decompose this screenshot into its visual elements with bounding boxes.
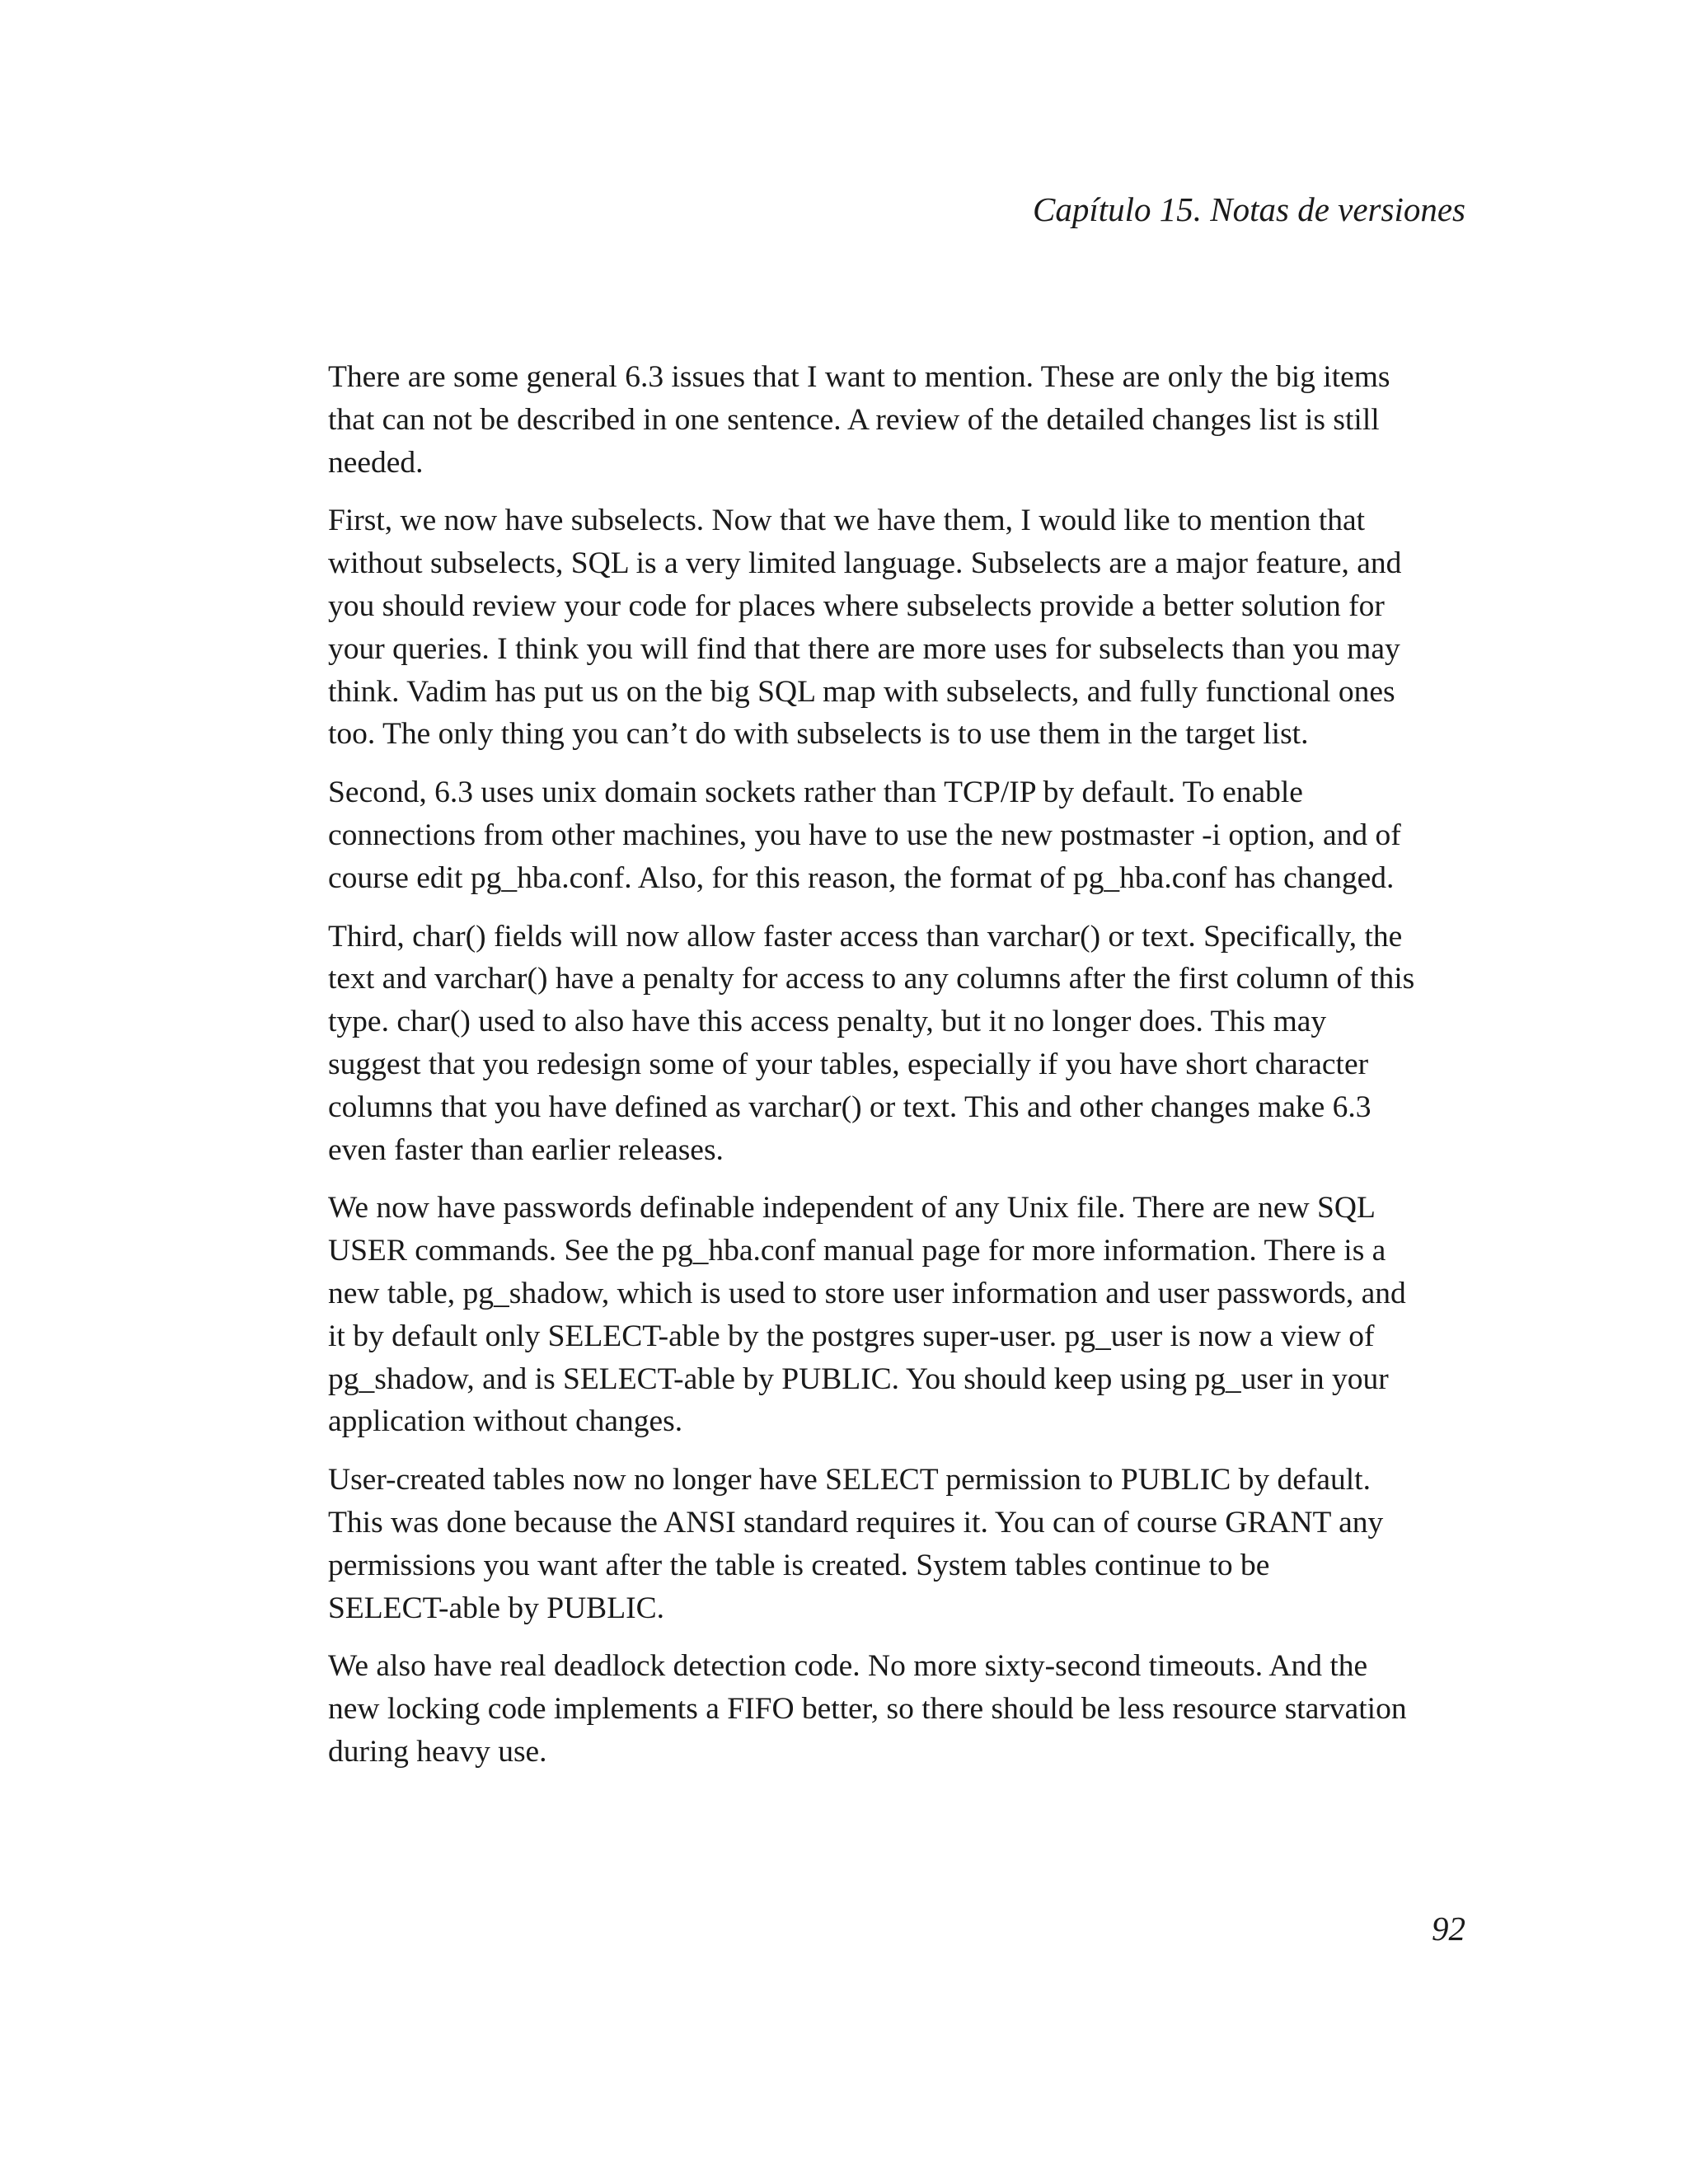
text-line: too. The only thing you can’t do with subselects is to use them in the target list. bbox=[328, 717, 1309, 752]
running-header: Capítulo 15. Notas de versiones bbox=[1032, 190, 1465, 228]
text-line: USER commands. See the pg_hba.conf manual page for more information. There is a bbox=[328, 1234, 1386, 1268]
text-line: during heavy use. bbox=[328, 1734, 547, 1769]
paragraph-deadlock bbox=[328, 1645, 1482, 1773]
paragraph-permissions bbox=[328, 1459, 1482, 1629]
text-line: new locking code implements a FIFO better, so there should be less resource starvation bbox=[328, 1692, 1407, 1727]
text-line: course edit pg_hba.conf. Also, for this reason, the format of pg_hba.conf has changed. bbox=[328, 860, 1395, 895]
paragraph-unix-sockets bbox=[328, 771, 1482, 899]
text-line: Second, 6.3 uses unix domain sockets rather than TCP/IP by default. To enable bbox=[328, 776, 1303, 810]
text-line: your queries. I think you will find that there are more uses for subselects than you may bbox=[328, 631, 1400, 666]
text-line: application without changes. bbox=[328, 1404, 683, 1439]
text-line: We now have passwords definable independent of any Unix file. There are new SQL bbox=[328, 1191, 1376, 1226]
text-line: columns that you have defined as varchar() or text. This and other changes make 6.3 bbox=[328, 1090, 1372, 1124]
text-line: suggest that you redesign some of your tables, especially if you have short character bbox=[328, 1047, 1369, 1081]
text-line: you should review your code for places where subselects provide a better solution for bbox=[328, 588, 1385, 623]
text-line: We also have real deadlock detection code. No more sixty-second timeouts. And the bbox=[328, 1649, 1368, 1684]
text-line: even faster than earlier releases. bbox=[328, 1132, 724, 1167]
text-line: Third, char() fields will now allow faster access than varchar() or text. Specifically, the bbox=[328, 919, 1403, 954]
text-line: think. Vadim has put us on the big SQL map with subselects, and fully functional ones bbox=[328, 674, 1395, 709]
text-line: that can not be described in one sentence. A review of the detailed changes list is still bbox=[328, 402, 1380, 437]
paragraph-general-issues bbox=[328, 356, 1482, 484]
paragraph-subselects bbox=[328, 499, 1482, 756]
text-line: text and varchar() have a penalty for access to any columns after the first column of this bbox=[328, 962, 1415, 996]
text-line: it by default only SELECT-able by the postgres super-user. pg_user is now a view of bbox=[328, 1319, 1375, 1353]
text-line: permissions you want after the table is created. System tables continue to be bbox=[328, 1548, 1270, 1582]
text-line: new table, pg_shadow, which is used to store user information and user passwords, and bbox=[328, 1276, 1406, 1310]
paragraph-passwords bbox=[328, 1187, 1482, 1443]
text-line: type. char() used to also have this access penalty, but it no longer does. This may bbox=[328, 1005, 1327, 1039]
text-line: First, we now have subselects. Now that we have them, I would like to mention that bbox=[328, 504, 1366, 538]
text-line: SELECT-able by PUBLIC. bbox=[328, 1591, 664, 1625]
paragraph-char-fields bbox=[328, 916, 1482, 1172]
text-line: without subselects, SQL is a very limited language. Subselects are a major feature, and bbox=[328, 546, 1402, 581]
text-line: connections from other machines, you have to use the new postmaster -i option, and of bbox=[328, 818, 1401, 852]
body-text bbox=[328, 356, 1482, 1789]
text-line: This was done because the ANSI standard requires it. You can of course GRANT any bbox=[328, 1505, 1384, 1540]
page-number: 92 bbox=[1432, 1910, 1465, 1947]
text-line: User-created tables now no longer have SELECT permission to PUBLIC by default. bbox=[328, 1463, 1371, 1497]
text-line: There are some general 6.3 issues that I want to mention. These are only the big items bbox=[328, 360, 1390, 394]
text-line: needed. bbox=[328, 445, 424, 480]
text-line: pg_shadow, and is SELECT-able by PUBLIC. You should keep using pg_user in your bbox=[328, 1361, 1389, 1396]
